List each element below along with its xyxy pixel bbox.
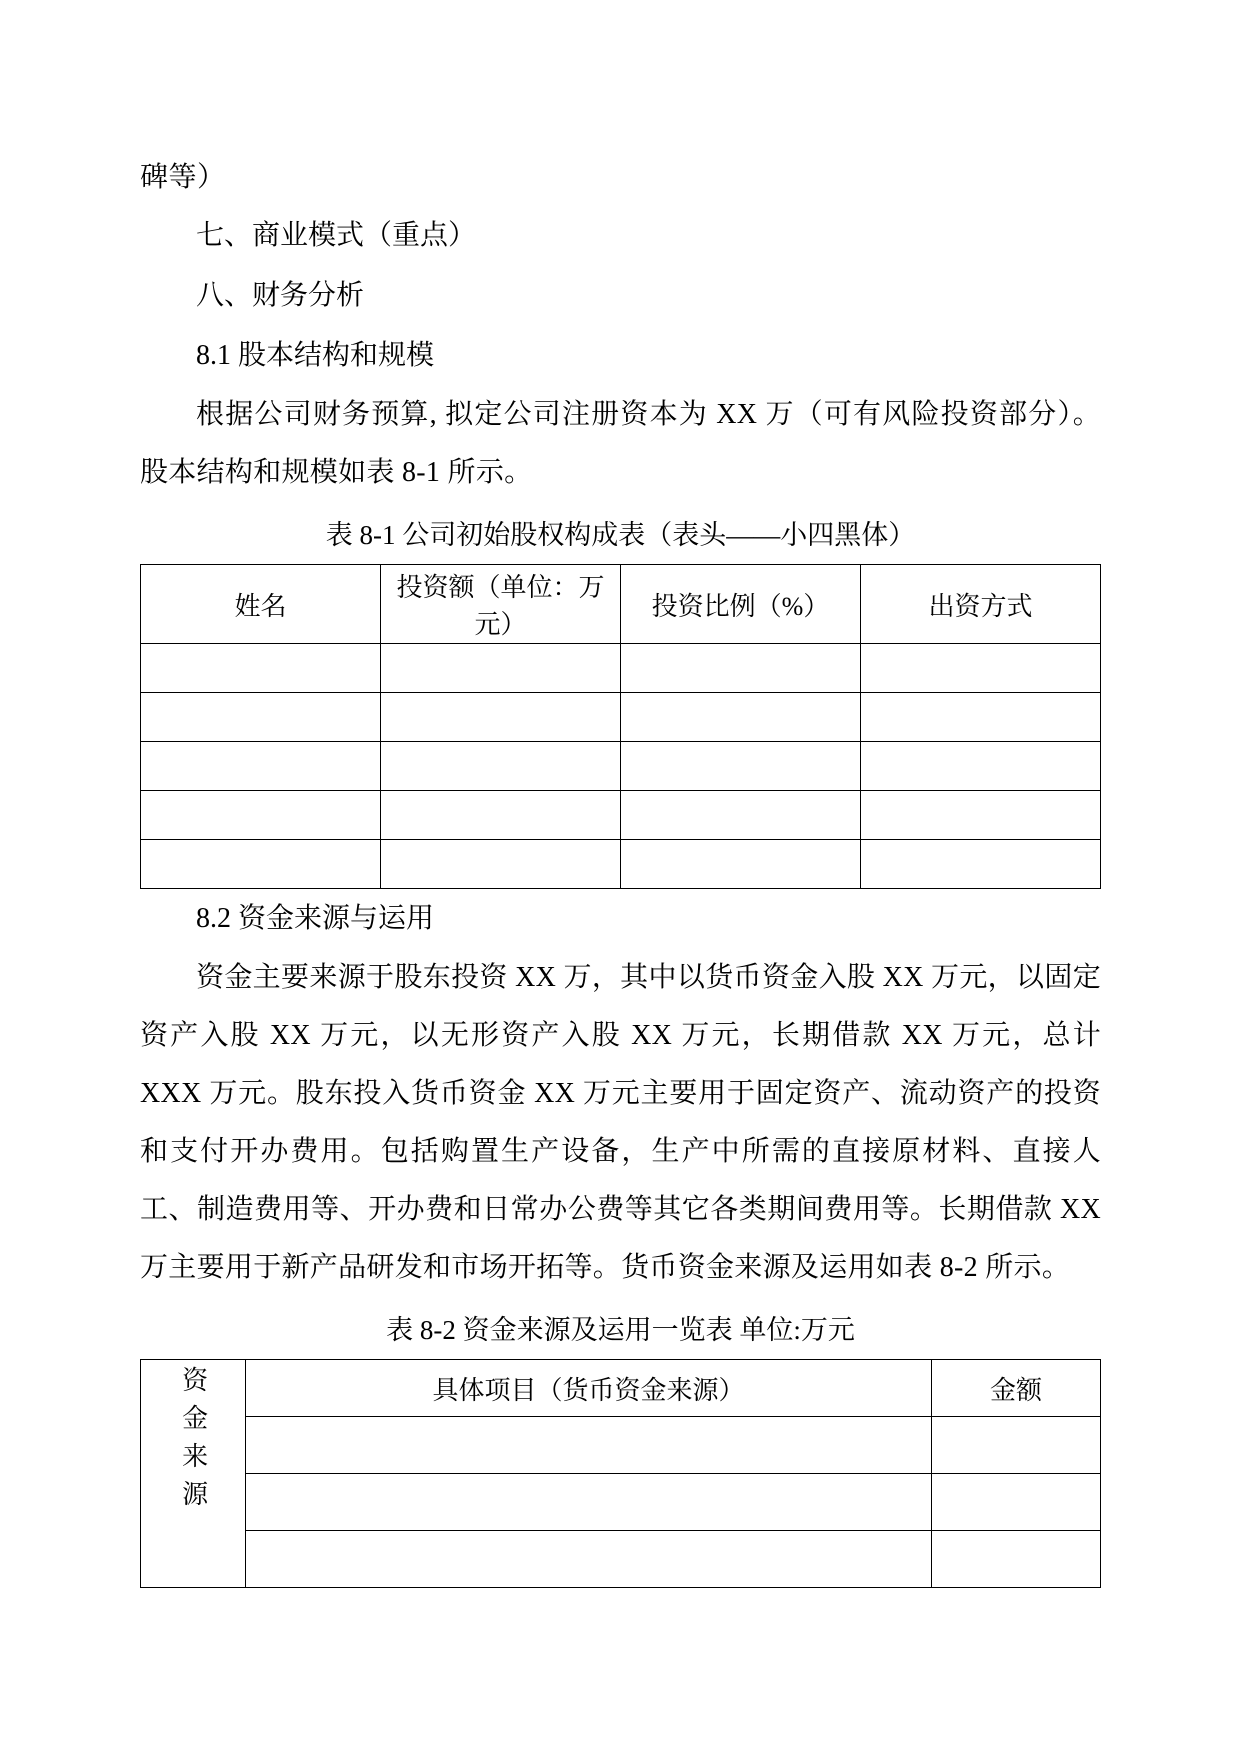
subsection-heading-8-2: 8.2 资金来源与运用	[196, 903, 435, 934]
table-header-cell: 具体项目（货币资金来源）	[246, 1360, 932, 1417]
table-cell	[861, 840, 1101, 889]
table-funding-sources-and-uses	[140, 1359, 1101, 1588]
table-cell	[861, 791, 1101, 840]
table-row	[141, 644, 1101, 693]
table-1-caption: 表 8-1 公司初始股权构成表（表头——小四黑体）	[325, 520, 916, 550]
table-cell	[381, 644, 621, 693]
table-initial-equity-structure	[140, 564, 1101, 889]
subsection-heading-8-1: 8.1 股本结构和规模	[196, 340, 435, 371]
table-header-cell: 出资方式	[861, 565, 1101, 644]
table-cell	[381, 791, 621, 840]
table-cell	[246, 1417, 932, 1474]
table-row	[141, 1531, 1101, 1588]
table-header-cell: 投资比例（%）	[621, 565, 861, 644]
table-cell	[621, 840, 861, 889]
section-heading-8: 八、财务分析	[196, 280, 365, 311]
table-cell	[861, 742, 1101, 791]
table-cell	[381, 742, 621, 791]
table-cell	[141, 644, 381, 693]
table-row-label-cell	[141, 1360, 246, 1588]
table-cell	[932, 1474, 1101, 1531]
table-row-label-text: 资金来源	[178, 1366, 208, 1518]
table-cell	[932, 1531, 1101, 1588]
table-cell	[381, 693, 621, 742]
section-heading-7: 七、商业模式（重点）	[196, 220, 477, 251]
table-row	[141, 693, 1101, 742]
paragraph-8-1: 根据公司财务预算, 拟定公司注册资本为 XX 万（可有风险投资部分）。股本结构和规模如表 8-1 所示。	[140, 399, 1101, 488]
table-cell	[246, 1474, 932, 1531]
table-cell	[141, 840, 381, 889]
table-cell	[621, 644, 861, 693]
table-cell	[621, 693, 861, 742]
table-cell	[141, 693, 381, 742]
table-row	[141, 1417, 1101, 1474]
table-row	[141, 565, 1101, 644]
table-row	[141, 742, 1101, 791]
table-cell	[141, 791, 381, 840]
table-cell	[861, 693, 1101, 742]
table-row	[141, 1474, 1101, 1531]
table-header-cell: 投资额（单位：万元）	[381, 565, 621, 644]
table-header-cell: 姓名	[141, 565, 381, 644]
table-header-cell: 金额	[932, 1360, 1101, 1417]
top-text-fragment: 碑等）	[140, 162, 226, 193]
table-cell	[621, 791, 861, 840]
table-2-caption: 表 8-2 资金来源及运用一览表 单位:万元	[386, 1315, 855, 1345]
table-cell	[861, 644, 1101, 693]
table-row	[141, 840, 1101, 889]
table-row	[141, 791, 1101, 840]
table-cell	[932, 1417, 1101, 1474]
table-cell	[381, 840, 621, 889]
table-cell	[621, 742, 861, 791]
table-cell	[141, 742, 381, 791]
table-cell	[246, 1531, 932, 1588]
table-row	[141, 1360, 1101, 1417]
paragraph-8-2: 资金主要来源于股东投资 XX 万，其中以货币资金入股 XX 万元，以固定资产入股 XX 万元，以无形资产入股 XX 万元，长期借款 XX 万元，总计 XXX 万元。股东投入货币资金 XX 万元主要用于固定资产、流动资产的投资和支付开办费用。包括购置生产设备，生产中所需的直接原材料、直接人工、制造费用等、开办费和日常办公费等其它各类期间费用等。长期借款 XX 万主要用于新产品研发和市场开拓等。货币资金来源及运用如表 8-2 所示。	[140, 962, 1101, 1283]
